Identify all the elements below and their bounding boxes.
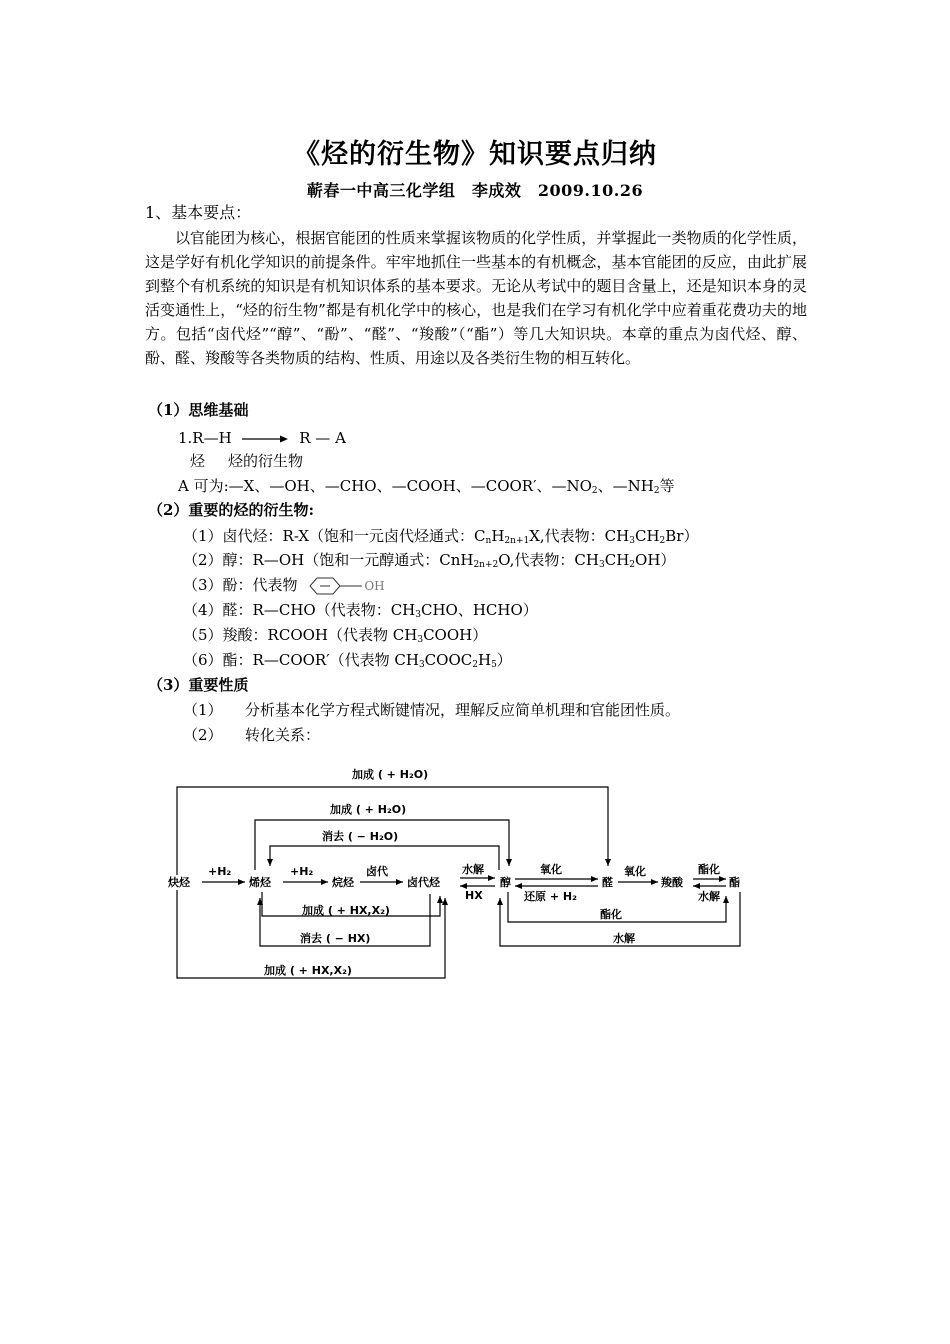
node-acid: 羧酸 (661, 876, 683, 889)
label-oxidation-a: 氧化 (540, 863, 562, 876)
label-elim-hx: 消去 ( − HX) (300, 932, 371, 945)
derivatives-heading: （2）重要的烃的衍生物: (148, 501, 314, 519)
derivative-ester: （6）酯：R—COOR′（代表物 $CH_3COOC_2H_5$） (183, 651, 512, 670)
node-aldehyde: 醛 (602, 876, 613, 889)
label-reduction: 还原 + H₂ (524, 890, 577, 903)
hydroxyl-label: OH (364, 579, 385, 593)
reaction-left: 1.R—H (178, 429, 232, 447)
thinking-heading: （1）思维基础 (148, 401, 249, 419)
reaction-arrow-icon (240, 433, 290, 445)
label-h2-b: +H₂ (290, 865, 314, 878)
reaction-right: R — A (299, 429, 346, 447)
derivative-phenol: （3）酚：代表物 OH (183, 576, 385, 594)
label-oxidation-b: 氧化 (624, 865, 646, 878)
derivative-carboxylic-acid: （5）羧酸：RCOOH（代表物 $CH_3COOH$） (183, 626, 488, 645)
property-1-text: 分析基本化学方程式断键情况，理解反应简单机理和官能团性质。 (245, 701, 681, 719)
document-subtitle: 蕲春一中高三化学组 李成效 2009.10.26 (306, 181, 644, 200)
label-top-outer: 加成 ( + H₂O) (352, 768, 429, 781)
derivative-haloalkane: （1）卤代烃：R-X（饱和一元卤代烃通式：$C_nH_{2n+1}X$,代表物：$CH_3CH_2Br$） (183, 527, 699, 546)
label-top-middle: 加成 ( + H₂O) (330, 803, 407, 816)
node-alkane: 烷烃 (332, 876, 354, 889)
label-add-hx-outer: 加成 ( + HX,X₂) (264, 964, 352, 977)
label-hydrolysis-ester: 水解 (698, 890, 720, 903)
label-esterify-bottom: 酯化 (600, 908, 622, 921)
properties-heading: （3）重要性质 (148, 676, 249, 694)
conversion-diagram (160, 758, 760, 998)
label-derivative: 烃的衍生物 (228, 452, 304, 470)
label-h2-a: +H₂ (208, 865, 232, 878)
label-hydrocarbon: 烃 (190, 452, 206, 470)
label-add-hx-inner: 加成 ( + HX,X₂) (302, 904, 390, 917)
label-top-inner: 消去 ( − H₂O) (322, 830, 399, 843)
section-1-heading: 1、基本要点： (145, 203, 252, 222)
node-alcohol: 醇 (500, 876, 511, 889)
node-ester: 酯 (729, 876, 740, 889)
derivative-alcohol: （2）醇：R—OH（饱和一元醇通式：CnH$_{2n+2}$O,代表物：$CH_3CH_2OH$） (183, 551, 676, 570)
label-hydrolysis-bottom: 水解 (613, 932, 635, 945)
label-substitution: 卤代 (366, 865, 388, 878)
property-2-number: （2） (183, 726, 223, 744)
benzene-ring-icon (306, 576, 364, 596)
reaction-line (178, 428, 346, 448)
property-2-text: 转化关系： (245, 726, 321, 744)
node-alkene: 烯烃 (249, 876, 271, 889)
label-hx: HX (465, 889, 483, 902)
property-1-number: （1） (183, 701, 223, 719)
label-esterify-top: 酯化 (698, 863, 720, 876)
document-title: 《烃的衍生物》知识要点归纳 (293, 139, 657, 170)
functional-groups-line: A 可为:—X、—OH、—CHO、—COOH、—COOR′、$—NO_2$、$—NH_2$等 (178, 477, 675, 496)
derivative-aldehyde: （4）醛：R—CHO（代表物：$CH_3CHO$、HCHO） (183, 601, 538, 620)
node-haloalkane: 卤代烃 (407, 876, 440, 889)
node-alkyne: 炔烃 (168, 876, 190, 889)
label-hydrolysis-top: 水解 (462, 863, 484, 876)
section-1-paragraph: 以官能团为核心，根据官能团的性质来掌握该物质的化学性质，并掌握此一类物质的化学性质，这是学好有机化学知识的前提条件。牢牢地抓住一些基本的有机概念，基本官能团的反应，由此扩展到整个有机系统的知识是有机知识体系的基本要求。无论从考试中的题目含量上，还是知识本身的灵活变通性上，“烃的衍生物”都是有机化学中的核心，也是我们在学习有机化学中应着重花费功夫的地方。包括“卤代烃”“醇”、“酚”、“醛”、“羧酸”（“酯”）等几大知识块。本章的重点为卤代烃、醇、酚、醛、羧酸等各类物质的结构、性质、用途以及各类衍生物的相互转化。 (145, 229, 807, 367)
